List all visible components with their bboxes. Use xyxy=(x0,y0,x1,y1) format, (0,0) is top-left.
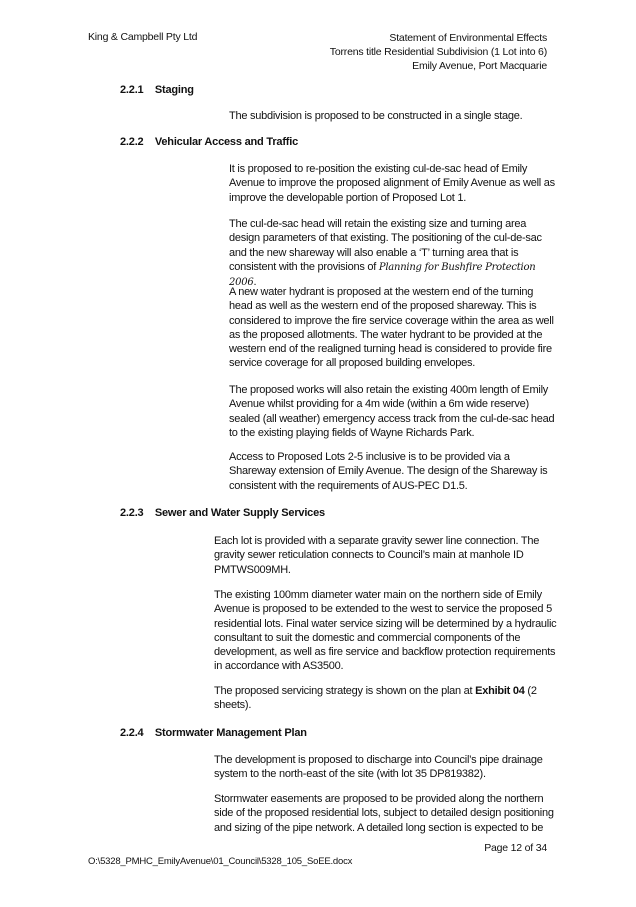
document-reference: Planning for Bushfire Protection 2006 xyxy=(229,261,536,289)
paragraph xyxy=(229,217,559,290)
paragraph: The development is proposed to discharge into Council’s pipe drainage system to the north-east of the site (with lot 35 DP819382). xyxy=(214,754,543,781)
paragraph xyxy=(214,684,559,713)
page-number: Page 12 of 34 xyxy=(484,842,547,854)
heading-staging xyxy=(120,84,194,96)
text-span: The proposed servicing strategy is shown on the plan at xyxy=(214,685,476,697)
heading-vehicular-access xyxy=(120,136,298,148)
heading-stormwater xyxy=(120,727,307,739)
exhibit-reference: Exhibit 04 xyxy=(475,685,525,697)
company-name: King & Campbell Pty Ltd xyxy=(88,31,198,43)
document-info xyxy=(247,31,547,73)
text-span: . xyxy=(253,276,257,289)
paragraph: Access to Proposed Lots 2-5 inclusive is to be provided via a Shareway extension of Emily Avenue. The design of the Shareway is consistent with the requirements of AUS-PEC D1.5. xyxy=(229,451,548,492)
paragraph: Each lot is provided with a separate gravity sewer line connection. The gravity sewer reticulation connects to Council’s main at manhole ID PMTWS009MH. xyxy=(214,535,540,576)
section-number: 2.2.1 xyxy=(120,84,144,96)
paragraph: The subdivision is proposed to be constructed in a single stage. xyxy=(229,110,523,122)
document-subtitle: Torrens title Residential Subdivision (1 Lot into 6) xyxy=(329,46,547,58)
document-location: Emily Avenue, Port Macquarie xyxy=(412,60,547,72)
paragraph: Stormwater easements are proposed to be provided along the northern side of the proposed residential lots, subject to detailed design positioning and sizing of the pipe network. A detailed long section is expected to be xyxy=(214,793,554,834)
section-number: 2.2.3 xyxy=(120,507,144,519)
paragraph: A new water hydrant is proposed at the western end of the turning head as well as the western end of the proposed shareway. This is considered to improve the fire service coverage within the area as well as the proposed allotments. The water hydrant to be provided at the western end of the realigned turning head is considered to provide fire service coverage for all proposed building envelopes. xyxy=(229,286,554,370)
file-path: O:\5328_PMHC_EmilyAvenue\01_Council\5328_105_SoEE.docx xyxy=(88,856,353,867)
section-title: Stormwater Management Plan xyxy=(154,727,307,739)
section-title: Vehicular Access and Traffic xyxy=(154,136,299,148)
paragraph: The proposed works will also retain the existing 400m length of Emily Avenue whilst providing for a 4m wide (within a 6m wide reserve) sealed (all weather) emergency access track from the cul-de-sac head to the existing playing fields of Wayne Richards Park. xyxy=(229,384,555,439)
paragraph: It is proposed to re-position the existing cul-de-sac head of Emily Avenue to improve the proposed alignment of Emily Avenue as well as improve the developable portion of Proposed Lot 1. xyxy=(229,163,555,204)
section-title: Sewer and Water Supply Services xyxy=(154,507,325,519)
section-title: Staging xyxy=(154,84,194,96)
text-span: (2 sheets). xyxy=(214,685,537,712)
section-number: 2.2.2 xyxy=(120,136,144,148)
paragraph: The existing 100mm diameter water main on the northern side of Emily Avenue is proposed to be extended to the west to service the proposed 5 residential lots. Final water service sizing will be determined by a hydraulic consultant to suit the domestic and commercial components of the development, as well as fire service and backflow protection requirements in accordance with AS3500. xyxy=(214,589,557,673)
text-span: The cul-de-sac head will retain the existing size and turning area design parameters of that existing. The positioning of the cul-de-sac and the new shareway will also enable a ‘T’ turning area that is consistent with the provisions of xyxy=(229,218,542,273)
document-title: Statement of Environmental Effects xyxy=(389,32,547,44)
section-number: 2.2.4 xyxy=(120,727,144,739)
heading-sewer-water xyxy=(120,507,325,519)
